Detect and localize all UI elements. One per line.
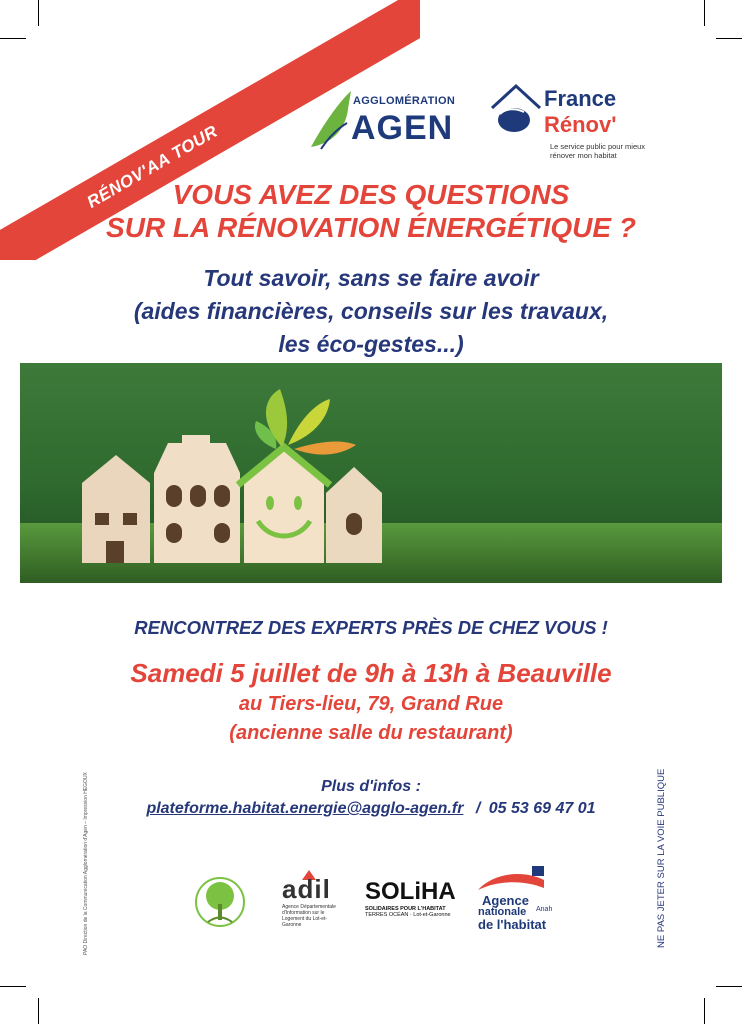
event-date: Samedi 5 juillet de 9h à 13h à Beauville <box>130 658 612 688</box>
crop-mark <box>716 986 742 987</box>
adil-name: adil <box>282 874 331 904</box>
crop-mark <box>704 0 705 26</box>
fil-des-jeunes-logo <box>178 866 258 936</box>
house-icon <box>488 82 544 138</box>
adil-description: Agence Départementale d'Information sur le Logement du Lot-et-Garonne <box>282 904 336 928</box>
houses-illustration <box>20 363 722 583</box>
do-not-litter-note: NE PAS JETER SUR LA VOIE PUBLIQUE <box>656 768 667 948</box>
subheading-line-1: Tout savoir, sans se faire avoir <box>203 265 539 291</box>
headline-line-2: SUR LA RÉNOVATION ÉNERGÉTIQUE ? <box>106 212 636 243</box>
subheading-line-3: les éco-gestes...) <box>278 331 464 357</box>
soliha-logo <box>365 878 455 928</box>
anah-line-3: de l'habitat <box>478 917 547 932</box>
anah-line-1: Agence <box>482 893 529 908</box>
france-renov-title: France <box>544 86 617 111</box>
agglo-label: AGGLOMÉRATION <box>353 95 456 107</box>
experts-callout: RENCONTREZ DES EXPERTS PRÈS DE CHEZ VOUS ! <box>134 617 608 638</box>
crop-mark <box>38 998 39 1024</box>
anah-logo <box>474 866 564 936</box>
anah-swoosh-icon <box>474 866 554 892</box>
tree-icon <box>178 866 258 936</box>
contact-phone: 05 53 69 47 01 <box>488 800 596 817</box>
france-renov-tagline: Le service public pour mieux rénover mon habitat <box>550 142 646 160</box>
crop-mark <box>704 998 705 1024</box>
adil-logo <box>282 870 354 934</box>
subheading-line-2: (aides financières, conseils sur les travaux, <box>133 298 609 324</box>
anah-line-2: nationale <box>478 906 527 918</box>
ribbon-label: RÉNOV'AA TOUR <box>83 121 221 212</box>
agglo-agen-logo <box>303 85 463 155</box>
france-renov-title-2: Rénov' <box>544 112 617 137</box>
event-address-2: (ancienne salle du restaurant) <box>229 722 513 744</box>
soliha-name: SOLiHA <box>365 878 456 905</box>
anah-abbr: Anah <box>536 906 553 913</box>
contact-separator: / <box>475 800 481 817</box>
agen-label: AGEN <box>351 109 454 147</box>
soliha-region: TERRES OCÉAN · Lot-et-Garonne <box>365 912 451 918</box>
contact-email-link[interactable]: plateforme.habitat.energie@agglo-agen.fr <box>146 800 464 817</box>
contact-line <box>0 800 742 818</box>
crop-mark <box>0 986 26 987</box>
crop-mark <box>716 38 742 39</box>
contact-label: Plus d'infos : <box>321 778 421 795</box>
headline-line-1: VOUS AVEZ DES QUESTIONS <box>172 179 570 210</box>
event-address-1: au Tiers-lieu, 79, Grand Rue <box>238 693 504 715</box>
soliha-tagline: SOLIDAIRES POUR L'HABITAT <box>365 906 446 912</box>
france-renov-logo <box>488 82 668 162</box>
houses-photo <box>20 363 722 583</box>
print-credit: PAO Direction de la Communication Agglomération d'Agen – Impression HEGOUX <box>83 772 89 955</box>
